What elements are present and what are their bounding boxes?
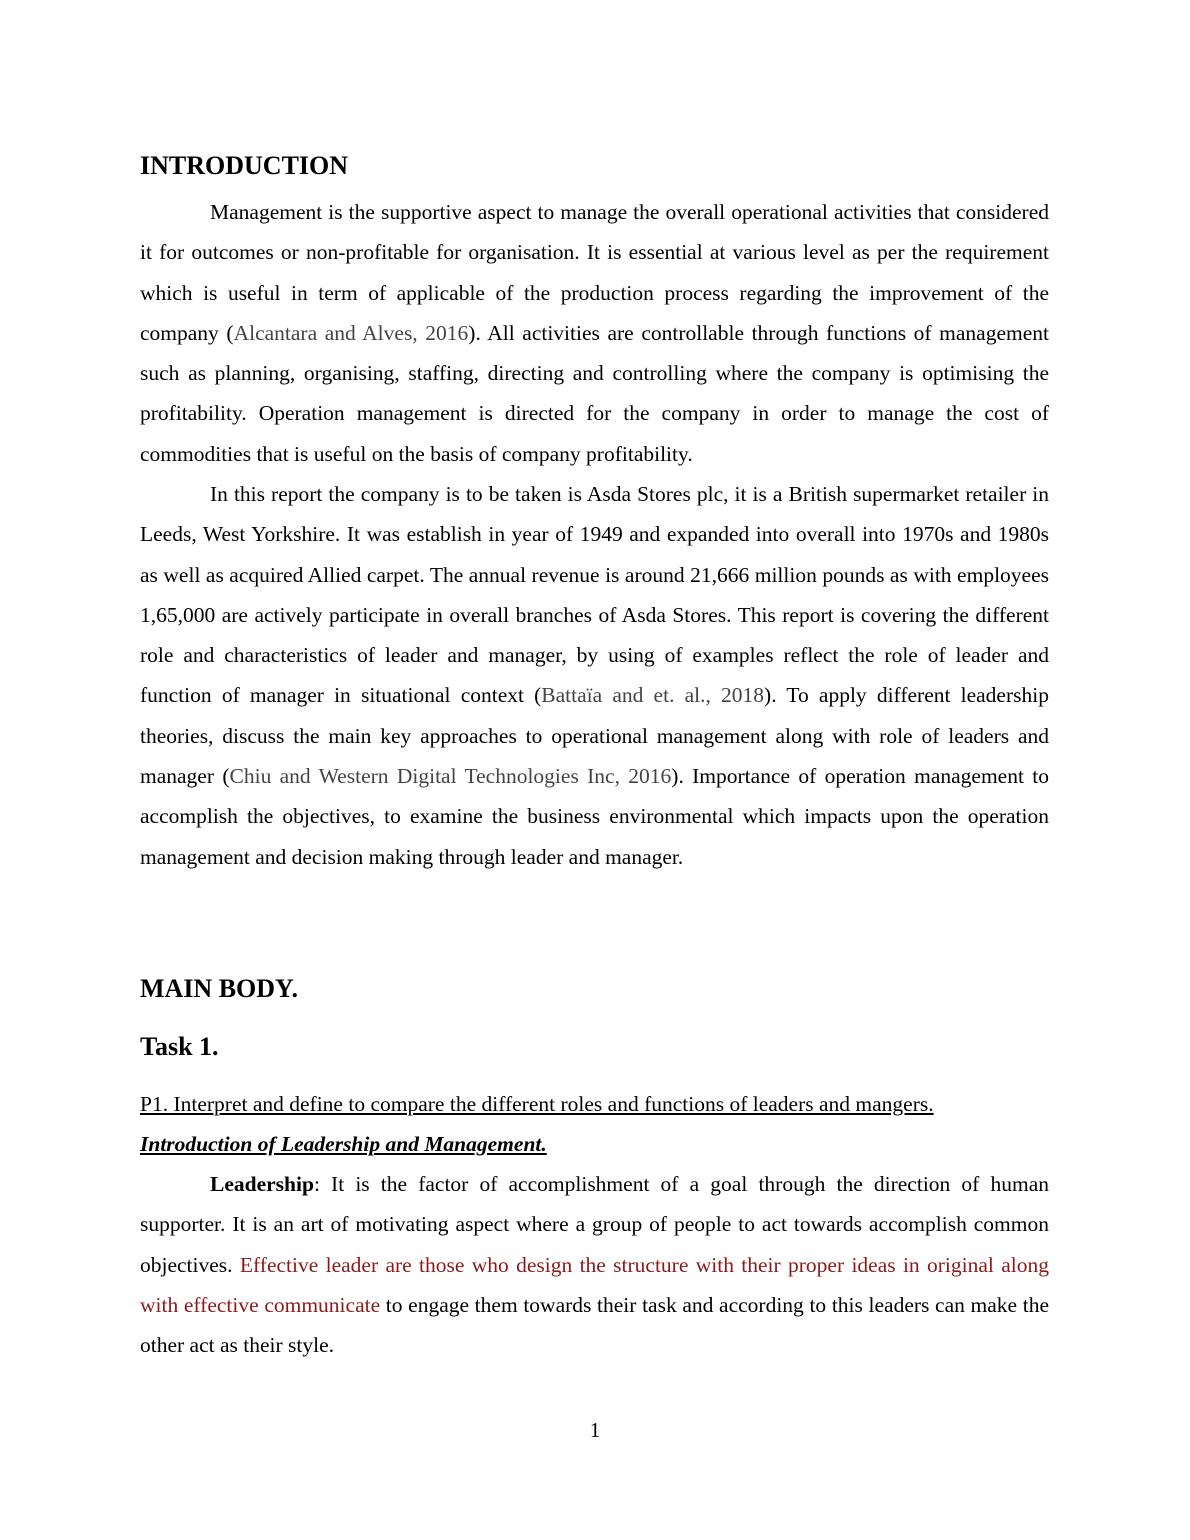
leadership-paragraph: [140, 1164, 1049, 1365]
paragraph-text: : It is the factor of accomplishment of a goal through the direction of human supporter. It is an art of motivating aspect where a group of people to act towards accomplish common objectives.: [140, 1172, 1049, 1277]
paragraph-text: ). To apply different leadership theories, discuss the main key approaches to operational management along with role of leaders and manager (: [140, 683, 1049, 789]
paragraph-text: ). All activities are controllable through functions of management such as planning, organising, staffing, directing and controlling where the company is optimising the profitability. Operation management is directed for the company in order to manage the cost of commodities that is useful on the basis of company profitability.: [140, 320, 1049, 466]
main-body-heading: MAIN BODY.: [140, 974, 298, 1003]
p1-heading: P1. Interpret and define to compare the different roles and functions of leaders and mangers.: [140, 1092, 934, 1116]
leadership-term: Leadership: [210, 1172, 314, 1196]
introduction-heading: INTRODUCTION: [140, 151, 349, 180]
citation: Chiu and Western Digital Technologies Inc, 2016: [229, 764, 672, 789]
paragraph-text: ). Importance of operation management to accomplish the objectives, to examine the business environmental which impacts upon the operation management and decision making through leader and manager.: [140, 764, 1049, 869]
highlighted-text: Effective leader are those who design the structure with their proper ideas in original along with effective communicate: [140, 1252, 1049, 1317]
citation: Alcantara and Alves, 2016: [233, 320, 469, 345]
citation: Battaïa and et. al., 2018: [541, 683, 765, 708]
page-number: 1: [589, 1418, 601, 1442]
task-heading: Task 1.: [140, 1032, 219, 1061]
paragraph-text: to engage them towards their task and according to this leaders can make the other act as their style.: [140, 1292, 1049, 1358]
introduction-paragraph-2: [140, 474, 1049, 877]
paragraph-text: Management is the supportive aspect to manage the overall operational activities that considered it for outcomes or non-profitable for organisation. It is essential at various level as per the requirement which is useful in term of applicable of the production process regarding the improvement of the company (: [140, 200, 1049, 345]
leadership-management-subheading: Introduction of Leadership and Management.: [140, 1132, 547, 1156]
paragraph-text: In this report the company is to be taken is Asda Stores plc, it is a British supermarket retailer in Leeds, West Yorkshire. It was establish in year of 1949 and expanded into overall into 1970s and 1980s as well as acquired Allied carpet. The annual revenue is around 21,666 million pounds as with employees 1,65,000 are actively participate in overall branches of Asda Stores. This report is covering the different role and characteristics of leader and manager, by using of examples reflect the role of leader and function of manager in situational context (: [140, 482, 1049, 708]
introduction-paragraph-1: [140, 192, 1049, 474]
